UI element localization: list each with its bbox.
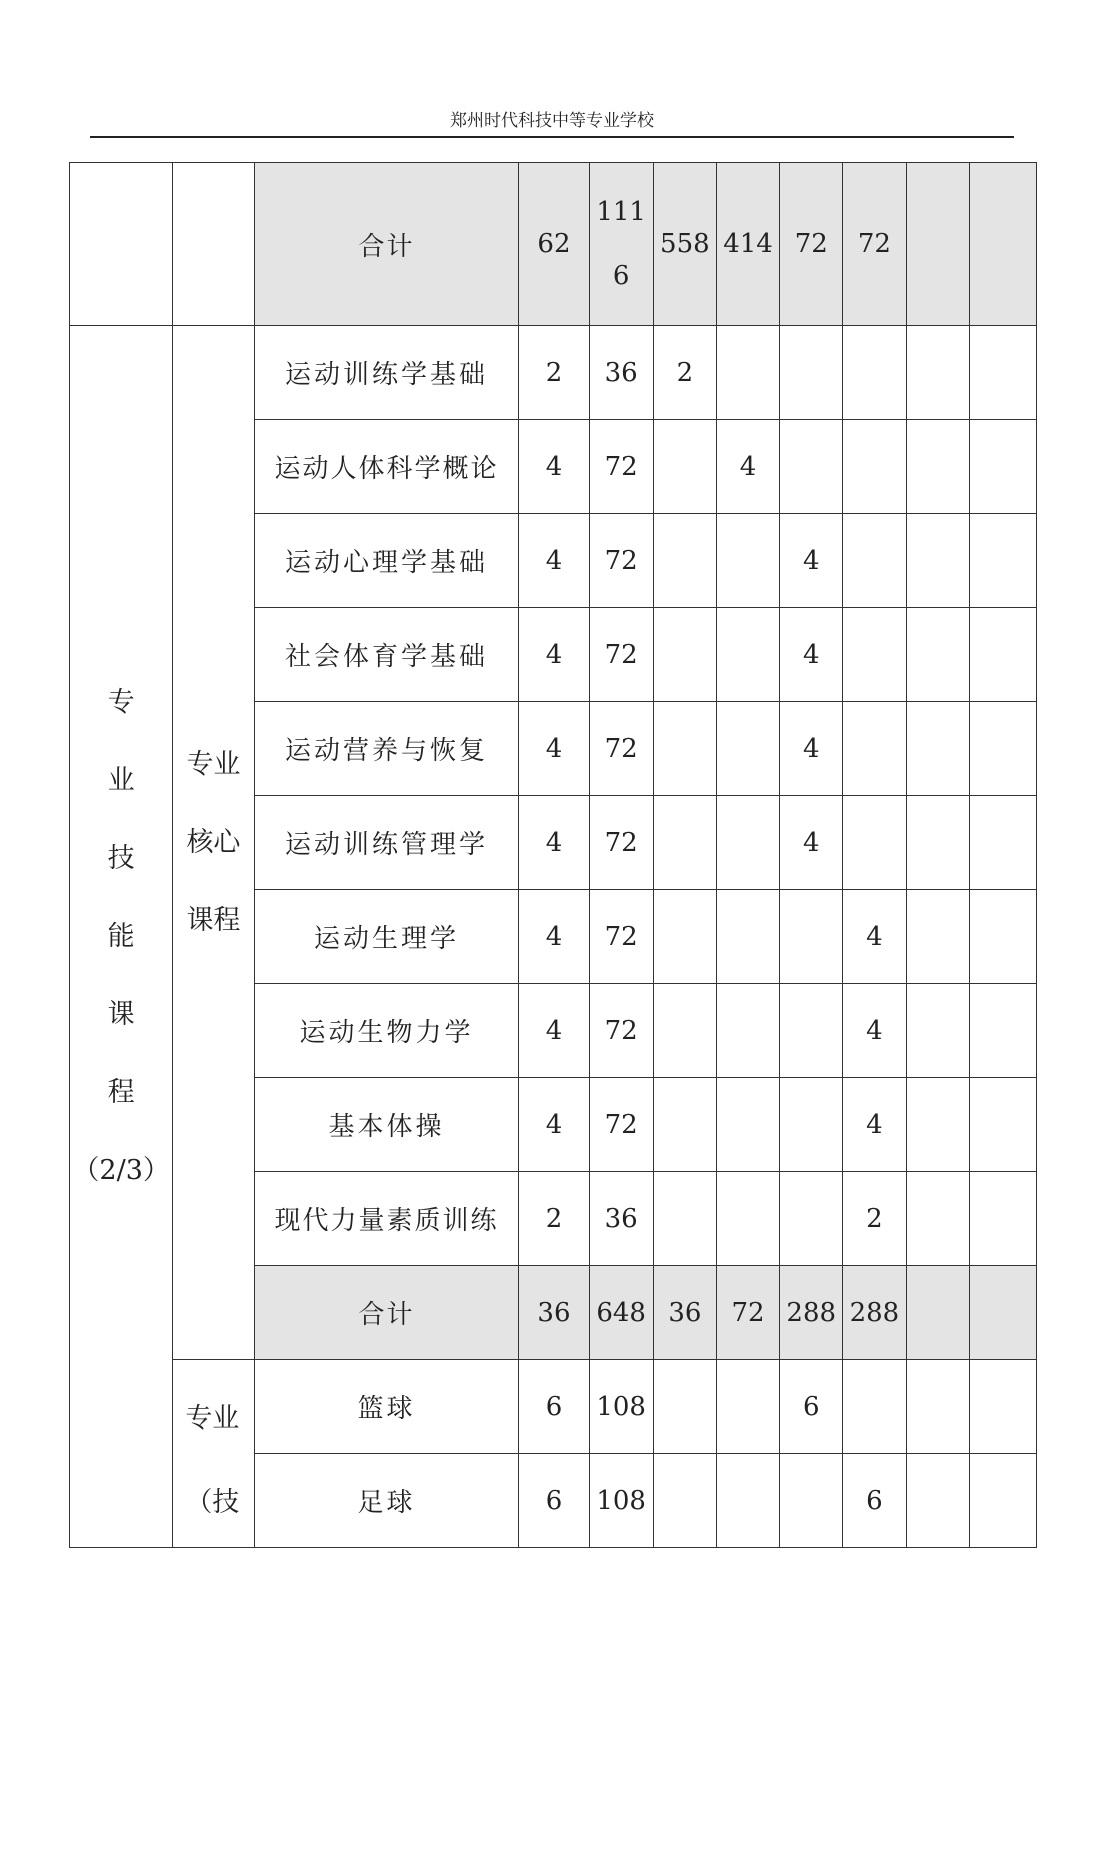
course-s5	[906, 796, 969, 890]
course-name: 运动营养与恢复	[254, 702, 519, 796]
top-total-hours-line1: 111	[596, 197, 646, 227]
course-s1	[653, 420, 716, 514]
course-credits: 4	[519, 608, 589, 702]
course-hours: 36	[589, 1172, 653, 1266]
course-s3	[780, 1172, 843, 1266]
course-hours: 72	[589, 984, 653, 1078]
course-s2	[716, 1454, 779, 1548]
course-s6	[969, 984, 1036, 1078]
core-total-s5	[906, 1266, 969, 1360]
course-s4	[843, 608, 906, 702]
course-name: 运动人体科学概论	[254, 420, 519, 514]
course-s6	[969, 796, 1036, 890]
course-hours: 72	[589, 890, 653, 984]
category-char: 能	[107, 920, 135, 952]
course-credits: 6	[519, 1360, 589, 1454]
category-char: 专	[107, 686, 135, 718]
course-name: 足球	[254, 1454, 519, 1548]
course-s6	[969, 702, 1036, 796]
table-row	[70, 326, 1037, 420]
top-total-s6	[969, 163, 1036, 326]
course-s4: 4	[843, 1078, 906, 1172]
top-total-s3: 72	[780, 163, 843, 326]
category-cell-professional-skills	[70, 326, 173, 1548]
course-name: 基本体操	[254, 1078, 519, 1172]
course-name: 篮球	[254, 1360, 519, 1454]
course-s3: 4	[780, 514, 843, 608]
top-total-s5	[906, 163, 969, 326]
course-s1	[653, 514, 716, 608]
table-row	[70, 1360, 1037, 1454]
course-s1	[653, 890, 716, 984]
course-name: 社会体育学基础	[254, 608, 519, 702]
page-header-school: 郑州时代科技中等专业学校	[450, 111, 654, 131]
course-name: 运动训练学基础	[254, 326, 519, 420]
core-total-label: 合计	[254, 1266, 519, 1360]
top-total-credits: 62	[519, 163, 589, 326]
course-s6	[969, 1360, 1036, 1454]
course-s4	[843, 1360, 906, 1454]
course-credits: 6	[519, 1454, 589, 1548]
course-s4	[843, 514, 906, 608]
category-char: 课	[107, 998, 135, 1030]
category-char: 程	[107, 1076, 135, 1108]
course-hours: 72	[589, 702, 653, 796]
course-hours: 72	[589, 608, 653, 702]
course-s5	[906, 984, 969, 1078]
course-s5	[906, 702, 969, 796]
core-total-s3: 288	[780, 1266, 843, 1360]
course-s6	[969, 1172, 1036, 1266]
course-credits: 4	[519, 420, 589, 514]
course-s2	[716, 1172, 779, 1266]
course-s5	[906, 420, 969, 514]
course-s5	[906, 608, 969, 702]
course-credits: 4	[519, 890, 589, 984]
core-total-s4: 288	[843, 1266, 906, 1360]
course-s2	[716, 1078, 779, 1172]
course-s1	[653, 608, 716, 702]
course-s4: 4	[843, 984, 906, 1078]
empty-subcategory-cell	[173, 163, 254, 326]
course-s3	[780, 890, 843, 984]
top-total-hours-line2: 6	[612, 261, 630, 291]
course-s5	[906, 890, 969, 984]
course-name: 现代力量素质训练	[254, 1172, 519, 1266]
subcategory-cell-skill-courses	[173, 1360, 254, 1548]
core-total-s2: 72	[716, 1266, 779, 1360]
top-total-hours	[589, 163, 653, 326]
course-s5	[906, 1454, 969, 1548]
top-total-label: 合计	[254, 163, 519, 326]
core-total-s1: 36	[653, 1266, 716, 1360]
course-s4	[843, 326, 906, 420]
course-s6	[969, 608, 1036, 702]
course-s6	[969, 514, 1036, 608]
course-s4: 6	[843, 1454, 906, 1548]
course-s3	[780, 1078, 843, 1172]
course-s5	[906, 1078, 969, 1172]
course-hours: 72	[589, 796, 653, 890]
course-hours: 108	[589, 1454, 653, 1548]
course-s1	[653, 702, 716, 796]
curriculum-table	[69, 162, 1037, 1548]
course-s2	[716, 608, 779, 702]
subcategory-char: 专业	[186, 748, 241, 780]
course-s1	[653, 796, 716, 890]
course-name: 运动心理学基础	[254, 514, 519, 608]
course-s6	[969, 326, 1036, 420]
course-hours: 108	[589, 1360, 653, 1454]
course-s2	[716, 1360, 779, 1454]
course-s1	[653, 1360, 716, 1454]
course-s2	[716, 514, 779, 608]
core-total-hours: 648	[589, 1266, 653, 1360]
course-s3	[780, 420, 843, 514]
course-credits: 4	[519, 702, 589, 796]
course-s3	[780, 1454, 843, 1548]
course-credits: 4	[519, 514, 589, 608]
course-s2	[716, 326, 779, 420]
subcategory-char: 课程	[186, 904, 241, 936]
course-s4	[843, 702, 906, 796]
course-name: 运动生理学	[254, 890, 519, 984]
course-credits: 2	[519, 326, 589, 420]
course-credits: 4	[519, 984, 589, 1078]
course-s1	[653, 1454, 716, 1548]
course-s5	[906, 1360, 969, 1454]
core-total-s6	[969, 1266, 1036, 1360]
empty-category-cell	[70, 163, 173, 326]
table-row-top-total	[70, 163, 1037, 326]
subcategory-char: （技	[185, 1486, 240, 1518]
course-s1	[653, 984, 716, 1078]
course-s3: 6	[780, 1360, 843, 1454]
top-total-s4: 72	[843, 163, 906, 326]
course-s6	[969, 1078, 1036, 1172]
course-s3	[780, 984, 843, 1078]
top-total-s2: 414	[716, 163, 779, 326]
course-s3: 4	[780, 702, 843, 796]
course-hours: 72	[589, 514, 653, 608]
course-s1	[653, 1172, 716, 1266]
course-s3	[780, 326, 843, 420]
course-name: 运动训练管理学	[254, 796, 519, 890]
course-s2	[716, 796, 779, 890]
course-s2: 4	[716, 420, 779, 514]
header-rule	[90, 136, 1014, 138]
course-s5	[906, 326, 969, 420]
course-hours: 36	[589, 326, 653, 420]
course-hours: 72	[589, 420, 653, 514]
course-credits: 2	[519, 1172, 589, 1266]
course-s1	[653, 1078, 716, 1172]
course-s5	[906, 514, 969, 608]
course-s6	[969, 890, 1036, 984]
course-s6	[969, 1454, 1036, 1548]
category-char: （2/3）	[72, 1154, 170, 1186]
subcategory-char: 专业	[185, 1402, 240, 1434]
course-s6	[969, 420, 1036, 514]
core-total-credits: 36	[519, 1266, 589, 1360]
top-total-s1: 558	[653, 163, 716, 326]
course-credits: 4	[519, 796, 589, 890]
category-char: 业	[107, 764, 135, 796]
course-s3: 4	[780, 796, 843, 890]
course-s4	[843, 420, 906, 514]
subcategory-char: 核心	[186, 826, 241, 858]
course-s4	[843, 796, 906, 890]
category-char: 技	[107, 842, 135, 874]
course-s2	[716, 702, 779, 796]
course-s4: 4	[843, 890, 906, 984]
course-s4: 2	[843, 1172, 906, 1266]
course-s1: 2	[653, 326, 716, 420]
course-s5	[906, 1172, 969, 1266]
course-name: 运动生物力学	[254, 984, 519, 1078]
course-s2	[716, 890, 779, 984]
course-s3: 4	[780, 608, 843, 702]
subcategory-cell-core-courses	[173, 326, 254, 1360]
course-s2	[716, 984, 779, 1078]
course-credits: 4	[519, 1078, 589, 1172]
course-hours: 72	[589, 1078, 653, 1172]
